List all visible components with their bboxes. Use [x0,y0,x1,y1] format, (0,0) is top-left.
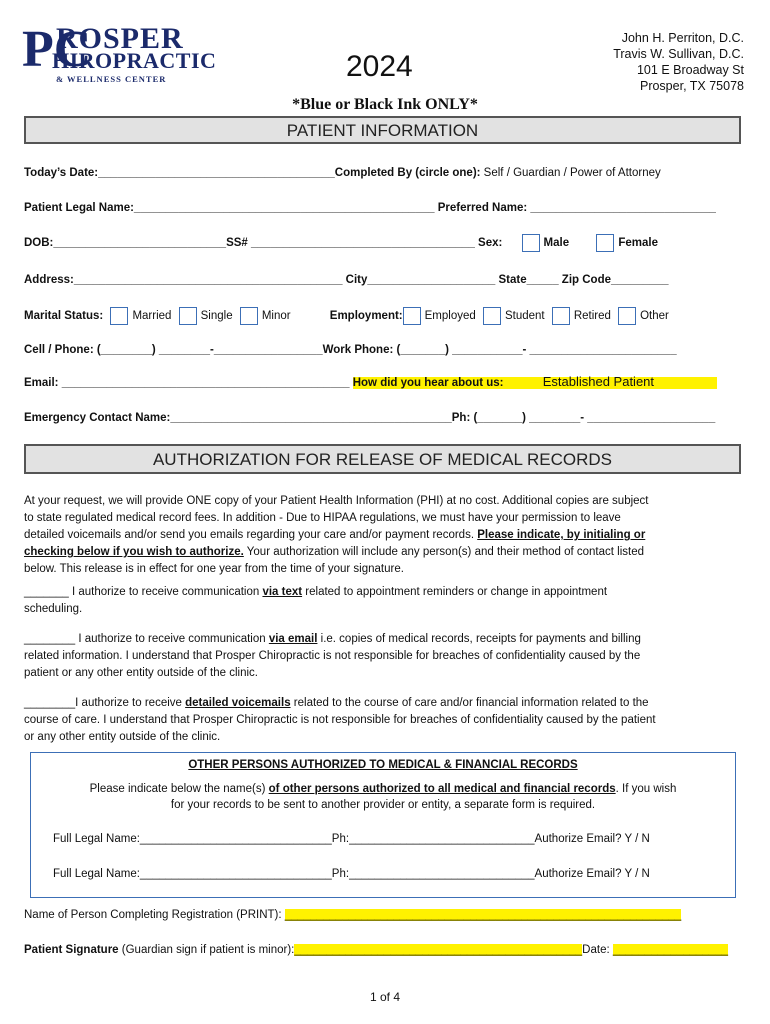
section-patient-information: PATIENT INFORMATION [24,116,741,144]
ink-note: *Blue or Black Ink ONLY* [292,96,478,113]
employed-checkbox[interactable] [403,307,421,325]
dob-ss-field[interactable]: DOB:___________________________SS# ___________________________________ Sex: [24,237,503,250]
marital-label: Marital Status: [24,310,104,323]
email-auth-line: related information. I understand that Prosper Chiropractic is not responsible for breaches of confidentiality caused by the [24,650,641,662]
intro-line: detailed voicemails and/or send you emails regarding your care and/or payment records. [24,529,478,541]
form-year: 2024 [346,50,413,83]
student-checkbox[interactable] [483,307,501,325]
referral-field[interactable] [352,374,717,389]
other-persons-instructions [31,783,735,795]
other-person-row-2[interactable]: Full Legal Name:______________________________Ph:_____________________________Authorize Email? Y / N [53,868,650,880]
date-label: Date: [582,944,613,956]
male-label: Male [543,237,570,250]
intro-emphasis: checking below if you wish to authorize. [24,546,244,558]
vm-auth-line: course of care. I understand that Prosper Chiropractic is not responsible for breaches of confidentiality caused by the patient [24,714,656,726]
vm-auth-emphasis: detailed voicemails [185,697,291,709]
other-person-row-1[interactable]: Full Legal Name:______________________________Ph:_____________________________Authorize Email? Y / N [53,833,650,845]
email-auth-emphasis: via email [268,633,318,645]
single-label: Single [200,310,233,323]
male-checkbox[interactable] [522,234,540,252]
authorization-intro [24,493,744,578]
address-line: John H. Perriton, D.C. [621,31,744,45]
retired-checkbox[interactable] [552,307,570,325]
instruction-emphasis: of other persons authorized to all medical and financial records [268,783,616,795]
address-field[interactable]: Address:__________________________________________ City____________________ State_____ Zip Code_________ [24,274,669,286]
email-row [24,374,717,389]
address-line: Travis W. Sullivan, D.C. [613,47,744,61]
other-label: Other [640,310,669,323]
phone-field[interactable]: Cell / Phone: (________) ________-_________________Work Phone: (_______) ___________- _______________________ [24,344,677,356]
address-line: 101 E Broadway St [636,63,744,77]
employment-label: Employment: [329,310,403,323]
todays-date-row [24,167,661,179]
print-name-label: Name of Person Completing Registration (PRINT): [24,909,285,921]
email-authorization[interactable] [24,631,744,682]
completed-by-label: Completed By (circle one): [334,167,481,179]
marital-employment-row [24,307,669,325]
signature-label-note: (Guardian sign if patient is minor): [118,944,295,956]
text-auth-emphasis: via text [262,586,303,598]
logo-line2: HIROPRACTIC [52,48,217,73]
logo-line1: ROSPER [56,22,184,55]
referral-label: How did you hear about us: [352,377,504,389]
print-name-row [24,909,681,921]
emergency-contact-field[interactable]: Emergency Contact Name:____________________________________________Ph: (_______) ________- ____________________ [24,412,716,424]
page-number: 1 of 4 [369,990,401,1004]
text-auth-line: related to appointment reminders or change in appointment [302,586,608,598]
intro-line: below. This release is in effect for one year from the time of your signature. [24,563,404,575]
retired-label: Retired [573,310,611,323]
clinic-address [613,30,744,94]
email-auth-line: ________ I authorize to receive communication [24,633,269,645]
vm-auth-line: ________I authorize to receive [24,697,186,709]
intro-line: Your authorization will include any person(s) and their method of contact listed [243,546,644,558]
other-persons-box [30,752,736,898]
logo-line3: & WELLNESS CENTER [56,74,167,84]
signature-label: Patient Signature [24,944,119,956]
other-checkbox[interactable] [618,307,636,325]
married-checkbox[interactable] [110,307,128,325]
signature-field[interactable]: _____________________________________________ [294,944,583,956]
voicemail-authorization[interactable] [24,695,744,746]
email-auth-line: patient or any other entity outside of the clinic. [24,667,258,679]
signature-row [24,944,728,956]
print-name-field[interactable]: ______________________________________________________________ [284,909,682,921]
instruction-text: for your records to be sent to another provider or entity, a separate form is required. [170,799,596,811]
text-authorization[interactable] [24,584,744,618]
text-auth-line: scheduling. [24,603,83,615]
single-checkbox[interactable] [179,307,197,325]
dob-row [24,234,658,252]
address-line: Prosper, TX 75078 [639,79,744,93]
minor-checkbox[interactable] [240,307,258,325]
referral-value: Established Patient [542,374,655,389]
section-authorization: AUTHORIZATION FOR RELEASE OF MEDICAL RECORDS [24,444,741,474]
todays-date-field[interactable]: Today’s Date:_____________________________________ [24,167,335,179]
employed-label: Employed [424,310,476,323]
completed-by-options[interactable]: Self / Guardian / Power of Attorney [480,167,661,179]
vm-auth-line: related to the course of care and/or financial information related to the [290,697,649,709]
intro-emphasis: Please indicate, by initialing or [477,529,646,541]
vm-auth-line: or any other entity outside of the clinic. [24,731,221,743]
student-label: Student [504,310,545,323]
date-field[interactable]: __________________ [612,944,728,956]
female-checkbox[interactable] [596,234,614,252]
minor-label: Minor [261,310,291,323]
text-auth-line: _______ I authorize to receive communication [24,586,263,598]
intro-line: At your request, we will provide ONE copy of your Patient Health Information (PHI) at no cost. Additional copies are subject [24,495,649,507]
female-label: Female [618,237,658,250]
clinic-logo [22,21,217,90]
married-label: Married [132,310,172,323]
email-field[interactable]: Email: _____________________________________________ [24,377,350,389]
instruction-text: . If you wish [615,783,677,795]
legal-name-field[interactable]: Patient Legal Name:_______________________________________________ Preferred Name: _____________________________ [24,202,716,214]
logo-monogram: PC [22,21,92,78]
other-persons-title: OTHER PERSONS AUTHORIZED TO MEDICAL & FINANCIAL RECORDS [188,759,578,771]
instruction-text: Please indicate below the name(s) [89,783,269,795]
email-auth-line: i.e. copies of medical records, receipts for payments and billing [317,633,641,645]
intro-line: to state regulated medical record fees. In addition - Due to HIPAA regulations, we must have your permission to leave [24,512,621,524]
